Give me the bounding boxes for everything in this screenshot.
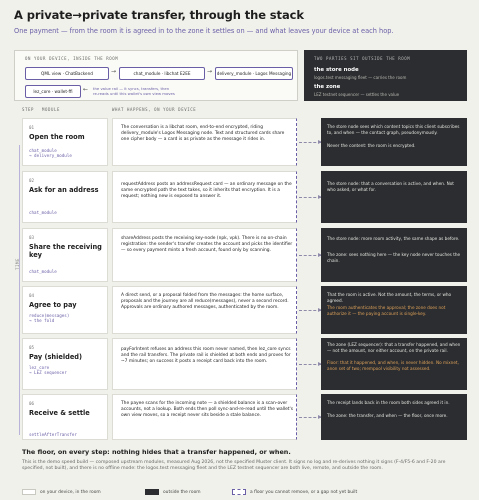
rail-note (93, 86, 175, 96)
step-name: Agree to pay (29, 301, 77, 309)
step-outside-note: The zone: the transfer, and when — the floor, once more. (327, 413, 448, 418)
step-row (22, 286, 467, 334)
footer-body: This is the demo speed build — composed upstream modules, measured Aug 2026, not the specified Muster client. It signs no log and re-derives nothing it signs (F-4/F5-6 and F-20 are specified, not built), and there is no offline mode: the logos.test messaging fleet and the LEZ testnet sequencer are both live, remote, and outside the room. (22, 460, 446, 472)
step-number: 06 (29, 401, 35, 406)
module-line: → LEZ sequencer (29, 370, 67, 376)
module-line: chat_module (29, 148, 57, 153)
module-line: chat_module (29, 269, 57, 274)
step-module (29, 313, 69, 323)
device-panel-label: ON YOUR DEVICE, INSIDE THE ROOM (25, 56, 119, 61)
device-panel (14, 50, 298, 101)
step-outside-text: The zone (LEZ sequencer): that a transfer happened, and when — not the amount, nor either account, on the private rail. (327, 342, 461, 353)
leak-arrow-icon (299, 417, 321, 418)
chip-chat-module: chat_module · libchat E2EE (119, 67, 205, 80)
col-step: STEP (22, 107, 35, 112)
step-number: 04 (29, 293, 35, 298)
arrow-icon: → (207, 68, 213, 75)
step-outside-note: The zone: sees nothing here — the key node never touches the chain. (327, 252, 461, 263)
store-node-name: the store node (314, 67, 359, 73)
step-description-cell (112, 286, 297, 334)
step-outside-text: The store node sees which content topics this client subscribes to, and when — the contact graph, pseudonymously. (327, 124, 460, 135)
step-description: A direct send, or a proposal folded from the messages: the home surface, proposals and the journey are all reduce(messages), never a second record. Approvals are ordinary authored messages, authenticated by the room. (121, 293, 289, 310)
col-what: WHAT HAPPENS, ON YOUR DEVICE (112, 107, 197, 112)
legend-label: on your device, in the room (40, 489, 101, 495)
leak-arrow-icon (299, 364, 321, 365)
legend-label: outside the room (163, 489, 201, 495)
step-outside-cell (321, 228, 467, 282)
leak-arrow-icon (299, 310, 321, 311)
rail-note-line: re-reads until this wallet's own view moves (93, 91, 175, 96)
step-module (29, 269, 57, 274)
zone-desc: LEZ testnet sequencer — settles the value (314, 92, 400, 97)
legend-swatch-dark (145, 489, 159, 495)
step-description: The payee scans for the incoming note — a shielded balance is a scan-over accounts, not a lookup. Both ends then poll sync-and-re-read until the wallet's own view moves, so a receipt never sits beside a stale balance. (121, 401, 293, 418)
step-outside-cell (321, 286, 467, 334)
step-outside-text: The receipt lands back in the room both sides agreed it in. (327, 400, 450, 405)
step-label-cell (22, 394, 108, 440)
step-description-cell (112, 338, 297, 390)
legend-item-floor (232, 489, 357, 495)
zone-name: the zone (314, 84, 341, 90)
module-line: settleAfterTransfer (29, 432, 77, 437)
outside-panel (304, 50, 467, 101)
step-row (22, 118, 467, 166)
legend-swatch-dashed (232, 489, 246, 495)
step-module (29, 148, 72, 158)
legend-label: a floor you cannot remove, or a gap not yet built (250, 489, 358, 495)
step-outside-text: That the room is active. Not the amount, the terms, or who agreed. (327, 292, 452, 303)
step-label-cell (22, 338, 108, 390)
leak-arrow-icon (299, 255, 321, 256)
page-title: A private→private transfer, through the stack (14, 8, 304, 22)
legend-item-outside (145, 489, 201, 495)
step-module (29, 432, 77, 437)
col-module: MODULE (42, 107, 61, 112)
step-name: Ask for an address (29, 186, 99, 194)
module-line: reduce(messages) (29, 313, 70, 318)
step-name: Pay (shielded) (29, 353, 83, 361)
legend-item-device (22, 489, 101, 495)
step-description: shareAddress posts the receiving key-node (npk, vpk). There is no on-chain registration: the sender's transfer creates the account and picks the identifier — so every payment mints a fresh account, found only by scanning. (121, 236, 293, 253)
leak-arrow-icon (299, 142, 321, 143)
step-row (22, 394, 467, 440)
module-line: → the fold (29, 318, 55, 324)
time-rail-line (19, 145, 20, 435)
step-module (29, 210, 57, 215)
step-outside-cell (321, 118, 467, 166)
outside-panel-label: TWO PARTIES SIT OUTSIDE THE ROOM (314, 56, 411, 61)
step-description-cell (112, 118, 297, 166)
module-line: chat_module (29, 210, 57, 215)
step-outside-text: The store node: more room activity, the same shape as before. (327, 236, 460, 241)
step-label-cell (22, 286, 108, 334)
step-outside-cell (321, 394, 467, 440)
step-outside-note: Never the content: the room is encrypted. (327, 143, 416, 148)
step-description: The conversation is a libchat room, end-to-end encrypted, riding delivery_module's Logos Messaging node. Text and structured cards share one cipher body — a card is as private as the message it rides in. (121, 125, 285, 142)
module-line: lez_core (29, 365, 50, 370)
step-number: 02 (29, 178, 35, 183)
legend-swatch-light (22, 489, 36, 495)
step-description-cell (112, 228, 297, 282)
leak-arrow-icon (299, 197, 321, 198)
step-number: 05 (29, 345, 35, 350)
store-node-desc: logos.test messaging fleet — carries the room (314, 75, 407, 80)
step-row (22, 338, 467, 390)
chip-lez-core: lez_core · wallet-ffi (25, 85, 81, 98)
step-description-cell (112, 171, 297, 223)
step-label-cell (22, 228, 108, 282)
step-row (22, 171, 467, 223)
step-description: payForIntent refuses an address this room never named, then lez_core syncs and the rail transfers. The private rail is shielded at both ends and proves for ~7 minutes; on success it posts a receipt card back into the room. (121, 347, 291, 364)
footer-title: The floor, on every step: nothing hides that a transfer happened, or when. (22, 448, 291, 456)
step-warning-note: Floor: that it happened, and when, is never hidden. No mixnet, anon set of two; mempool visibility not assessed. (327, 360, 459, 371)
step-warning-note: The room authenticates the approval; the zone does not authorize it — the paying account is single-key. (327, 305, 446, 316)
time-rail-label: TIME (15, 257, 20, 270)
step-name: Share the receiving key (29, 243, 102, 259)
step-number: 03 (29, 235, 35, 240)
chip-qml-view: QML view · ChatBackend (25, 67, 109, 80)
step-description-cell (112, 394, 297, 440)
step-outside-text: The store node: that a conversation is active, and when. Not who asked, or what for. (327, 181, 454, 192)
arrow-icon: → (111, 68, 117, 75)
step-outside-cell (321, 171, 467, 223)
step-name: Open the room (29, 133, 85, 141)
page-subtitle: One payment — from the room it is agreed in to the zone it settles on — and what leaves your device at each hop. (14, 27, 394, 35)
step-number: 01 (29, 125, 35, 130)
step-name: Receive & settle (29, 409, 90, 417)
step-outside-cell (321, 338, 467, 390)
chip-delivery-module: delivery_module · Logos Messaging (215, 67, 293, 80)
step-label-cell (22, 118, 108, 166)
step-row (22, 228, 467, 282)
step-label-cell (22, 171, 108, 223)
step-module (29, 365, 67, 375)
rail-note-line: the value rail — it syncs, transfers, then (93, 86, 170, 91)
step-description: requestAddress posts an addressRequest card — an ordinary message on the same encrypted path the text takes, so it inherits that encryption. It is a request; nothing new is exposed to answer it. (121, 182, 292, 199)
module-line: → delivery_module (29, 153, 72, 159)
arrow-icon: ← (83, 86, 89, 93)
